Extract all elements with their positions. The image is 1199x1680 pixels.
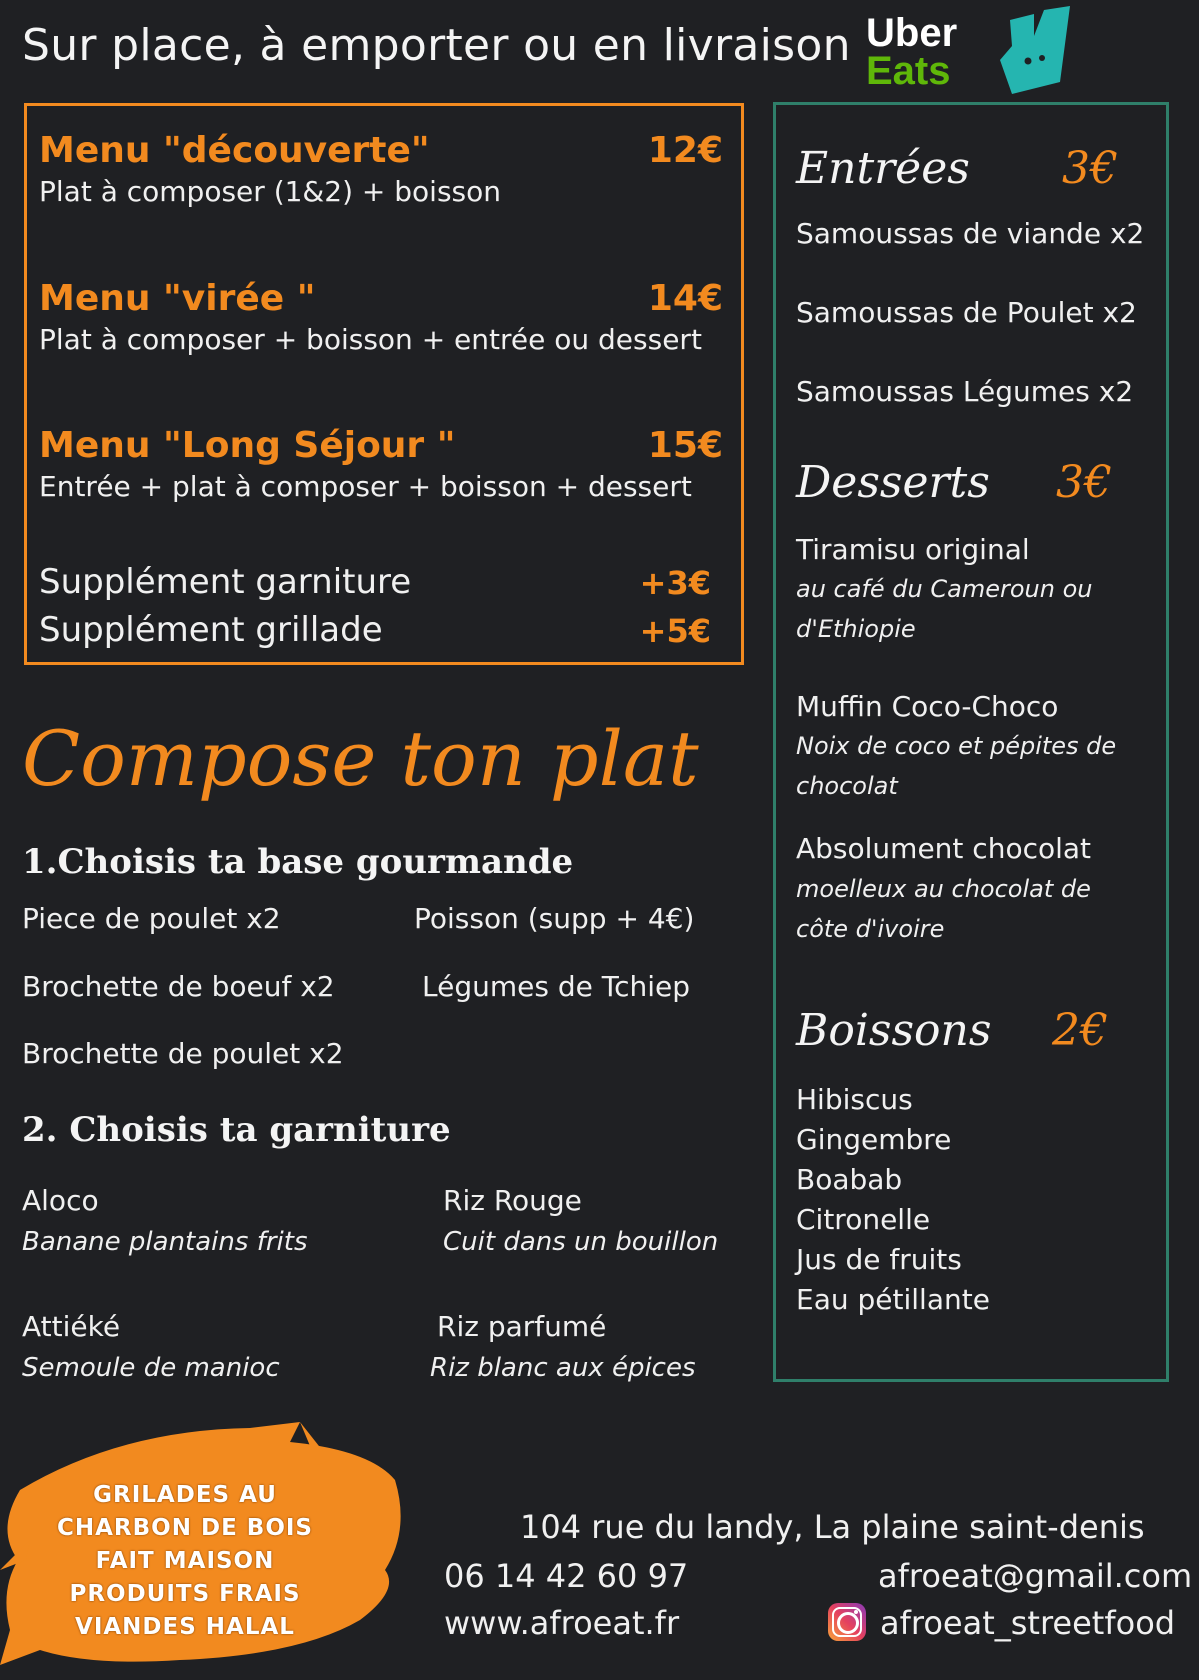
website-link[interactable]: www.afroeat.fr bbox=[444, 1604, 680, 1642]
badge-line: PRODUITS FRAIS bbox=[69, 1581, 301, 1607]
dessert-desc: Noix de coco et pépites de chocolat bbox=[796, 732, 1117, 800]
dessert-desc: au café du Cameroun ou d'Ethiopie bbox=[796, 575, 1093, 643]
entrees-title: Entrées bbox=[796, 143, 970, 194]
base-option: Brochette de poulet x2 bbox=[22, 1037, 344, 1070]
supplement-label: Supplément grillade bbox=[39, 610, 383, 650]
drink-item: Boabab bbox=[796, 1163, 903, 1196]
address: 104 rue du landy, La plaine saint-denis bbox=[520, 1508, 1145, 1546]
badge-line: FAIT MAISON bbox=[95, 1548, 275, 1574]
step1-title: 1.Choisis ta base gourmande bbox=[22, 842, 574, 882]
menu-price: 15€ bbox=[647, 425, 723, 466]
badge-text bbox=[10, 1479, 360, 1644]
dessert-name: Muffin Coco-Choco bbox=[796, 690, 1059, 723]
drinks-list bbox=[796, 1080, 990, 1320]
drink-item: Citronelle bbox=[796, 1203, 931, 1236]
badge-line: CHARBON DE BOIS bbox=[57, 1515, 313, 1541]
uber-logo-line2: Eats bbox=[866, 49, 951, 93]
menu-name: Menu "découverte" bbox=[39, 130, 430, 171]
menu-desc: Plat à composer (1&2) + boisson bbox=[39, 175, 501, 208]
deliveroo-kangaroo-icon bbox=[990, 6, 1080, 94]
drink-item: Gingembre bbox=[796, 1123, 952, 1156]
menu-name: Menu "virée " bbox=[39, 278, 316, 319]
menu-price: 14€ bbox=[647, 278, 723, 319]
menu-item bbox=[39, 130, 723, 208]
desserts-title: Desserts bbox=[796, 457, 990, 508]
menu-desc: Plat à composer + boisson + entrée ou dessert bbox=[39, 323, 702, 356]
badge-line: VIANDES HALAL bbox=[75, 1614, 295, 1640]
desserts-price: 3€ bbox=[1056, 457, 1112, 508]
menu-price: 12€ bbox=[647, 130, 723, 171]
drink-item: Eau pétillante bbox=[796, 1283, 990, 1316]
entrees-price: 3€ bbox=[1062, 143, 1118, 194]
base-option: Légumes de Tchiep bbox=[422, 970, 691, 1003]
drink-item: Hibiscus bbox=[796, 1083, 913, 1116]
boissons-price: 2€ bbox=[1052, 1005, 1108, 1056]
menu-item bbox=[39, 425, 723, 503]
side-menu-box bbox=[773, 102, 1169, 1382]
entree-item: Samoussas Légumes x2 bbox=[796, 375, 1134, 408]
dessert-name: Absolument chocolat bbox=[796, 832, 1092, 865]
base-option: Brochette de boeuf x2 bbox=[22, 970, 335, 1003]
uber-eats-logo bbox=[866, 11, 958, 93]
supplement-price: +5€ bbox=[639, 612, 711, 650]
garnish-name: Riz parfumé bbox=[437, 1310, 607, 1343]
menu-desc: Entrée + plat à composer + boisson + dessert bbox=[39, 470, 692, 503]
garnish-desc: Cuit dans un bouillon bbox=[443, 1227, 719, 1257]
supplement-row bbox=[39, 562, 711, 602]
base-option: Poisson (supp + 4€) bbox=[414, 902, 695, 935]
menu-name: Menu "Long Séjour " bbox=[39, 425, 456, 466]
garnish-desc: Riz blanc aux épices bbox=[430, 1353, 696, 1383]
phone[interactable]: 06 14 42 60 97 bbox=[444, 1557, 689, 1595]
dessert-desc: moelleux au chocolat de côte d'ivoire bbox=[796, 875, 1091, 943]
supplement-price: +3€ bbox=[639, 564, 711, 602]
entree-item: Samoussas de viande x2 bbox=[796, 217, 1145, 250]
menu-formulas-box bbox=[24, 103, 744, 665]
step2-title: 2. Choisis ta garniture bbox=[22, 1110, 451, 1150]
garnish-desc: Semoule de manioc bbox=[22, 1353, 280, 1383]
garnish-name: Attiéké bbox=[22, 1310, 121, 1343]
menu-item bbox=[39, 278, 723, 356]
instagram-handle[interactable]: afroeat_streetfood bbox=[880, 1604, 1176, 1642]
drink-item: Jus de fruits bbox=[796, 1243, 962, 1276]
supplement-row bbox=[39, 610, 711, 650]
supplement-label: Supplément garniture bbox=[39, 562, 412, 602]
compose-title: Compose ton plat bbox=[22, 714, 699, 803]
email[interactable]: afroeat@gmail.com bbox=[878, 1557, 1193, 1595]
boissons-title: Boissons bbox=[796, 1005, 992, 1056]
instagram-icon[interactable] bbox=[828, 1603, 866, 1641]
base-option: Piece de poulet x2 bbox=[22, 902, 281, 935]
entree-item: Samoussas de Poulet x2 bbox=[796, 296, 1137, 329]
garnish-name: Riz Rouge bbox=[443, 1184, 582, 1217]
badge-line: GRILADES AU bbox=[93, 1482, 277, 1508]
garnish-name: Aloco bbox=[22, 1184, 99, 1217]
uber-logo-line1: Uber bbox=[866, 11, 958, 55]
header-title: Sur place, à emporter ou en livraison bbox=[22, 20, 851, 71]
dessert-name: Tiramisu original bbox=[796, 533, 1030, 566]
garnish-desc: Banane plantains frits bbox=[22, 1227, 308, 1257]
